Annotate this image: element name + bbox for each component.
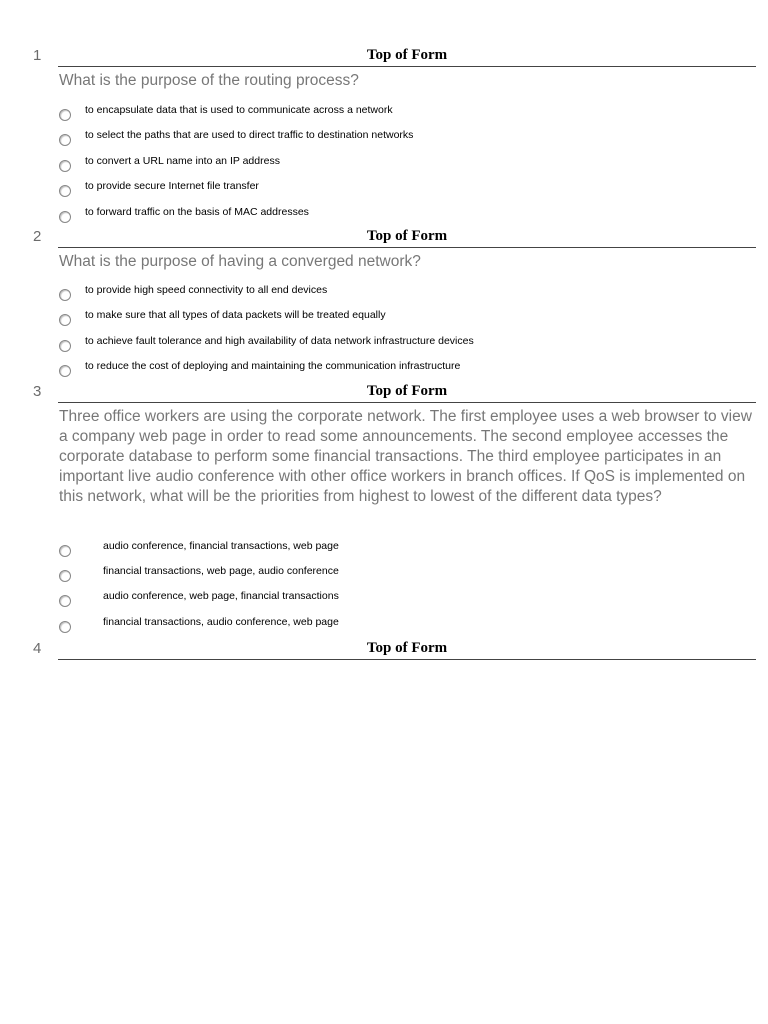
question-number: 2: [33, 228, 42, 245]
option-label: financial transactions, audio conference, web page: [103, 616, 339, 628]
option-label: to reduce the cost of deploying and maintaining the communication infrastructure: [85, 360, 461, 372]
answer-option[interactable]: [0, 128, 768, 150]
question-text: What is the purpose of having a converged network?: [59, 253, 421, 270]
radio-button[interactable]: [59, 365, 71, 377]
option-label: audio conference, web page, financial transactions: [103, 590, 339, 602]
question-number: 3: [33, 383, 42, 400]
answer-option[interactable]: [0, 589, 768, 611]
answer-option[interactable]: [0, 359, 768, 381]
option-label: financial transactions, web page, audio conference: [103, 565, 339, 577]
question-number: 4: [33, 640, 42, 657]
radio-button[interactable]: [59, 160, 71, 172]
option-label: to make sure that all types of data packets will be treated equally: [85, 309, 386, 321]
form-header: Top of Form: [58, 640, 756, 660]
radio-button[interactable]: [59, 211, 71, 223]
answer-option[interactable]: [0, 179, 768, 201]
answer-option[interactable]: [0, 539, 768, 561]
option-label: audio conference, financial transactions, web page: [103, 540, 339, 552]
radio-button[interactable]: [59, 340, 71, 352]
question-number: 1: [33, 47, 42, 64]
option-label: to encapsulate data that is used to communicate across a network: [85, 104, 393, 116]
form-header: Top of Form: [58, 47, 756, 67]
option-label: to select the paths that are used to direct traffic to destination networks: [85, 129, 414, 141]
answer-option[interactable]: [0, 615, 768, 637]
form-header: Top of Form: [58, 383, 756, 403]
answer-option[interactable]: [0, 154, 768, 176]
radio-button[interactable]: [59, 134, 71, 146]
radio-button[interactable]: [59, 314, 71, 326]
option-label: to achieve fault tolerance and high availability of data network infrastructure devices: [85, 335, 474, 347]
option-label: to provide secure Internet file transfer: [85, 180, 259, 192]
option-label: to convert a URL name into an IP address: [85, 155, 280, 167]
radio-button[interactable]: [59, 595, 71, 607]
radio-button[interactable]: [59, 109, 71, 121]
form-header: Top of Form: [58, 228, 756, 248]
radio-button[interactable]: [59, 185, 71, 197]
answer-option[interactable]: [0, 564, 768, 586]
option-label: to provide high speed connectivity to all end devices: [85, 284, 328, 296]
answer-option[interactable]: [0, 103, 768, 125]
answer-option[interactable]: [0, 334, 768, 356]
radio-button[interactable]: [59, 621, 71, 633]
radio-button[interactable]: [59, 570, 71, 582]
radio-button[interactable]: [59, 289, 71, 301]
question-text: Three office workers are using the corporate network. The first employee uses a web browser to view a company web page in order to read some announcements. The second employee accesses the corporate database to perform some financial transactions. The third employee participates in an important live audio conference with other office workers in branch offices. If QoS is implemented on this network, what will be the priorities from highest to lowest of the different data types?: [59, 408, 752, 505]
option-label: to forward traffic on the basis of MAC addresses: [85, 206, 309, 218]
answer-option[interactable]: [0, 308, 768, 330]
answer-option[interactable]: [0, 205, 768, 227]
question-text: What is the purpose of the routing process?: [59, 72, 359, 89]
answer-option[interactable]: [0, 283, 768, 305]
radio-button[interactable]: [59, 545, 71, 557]
